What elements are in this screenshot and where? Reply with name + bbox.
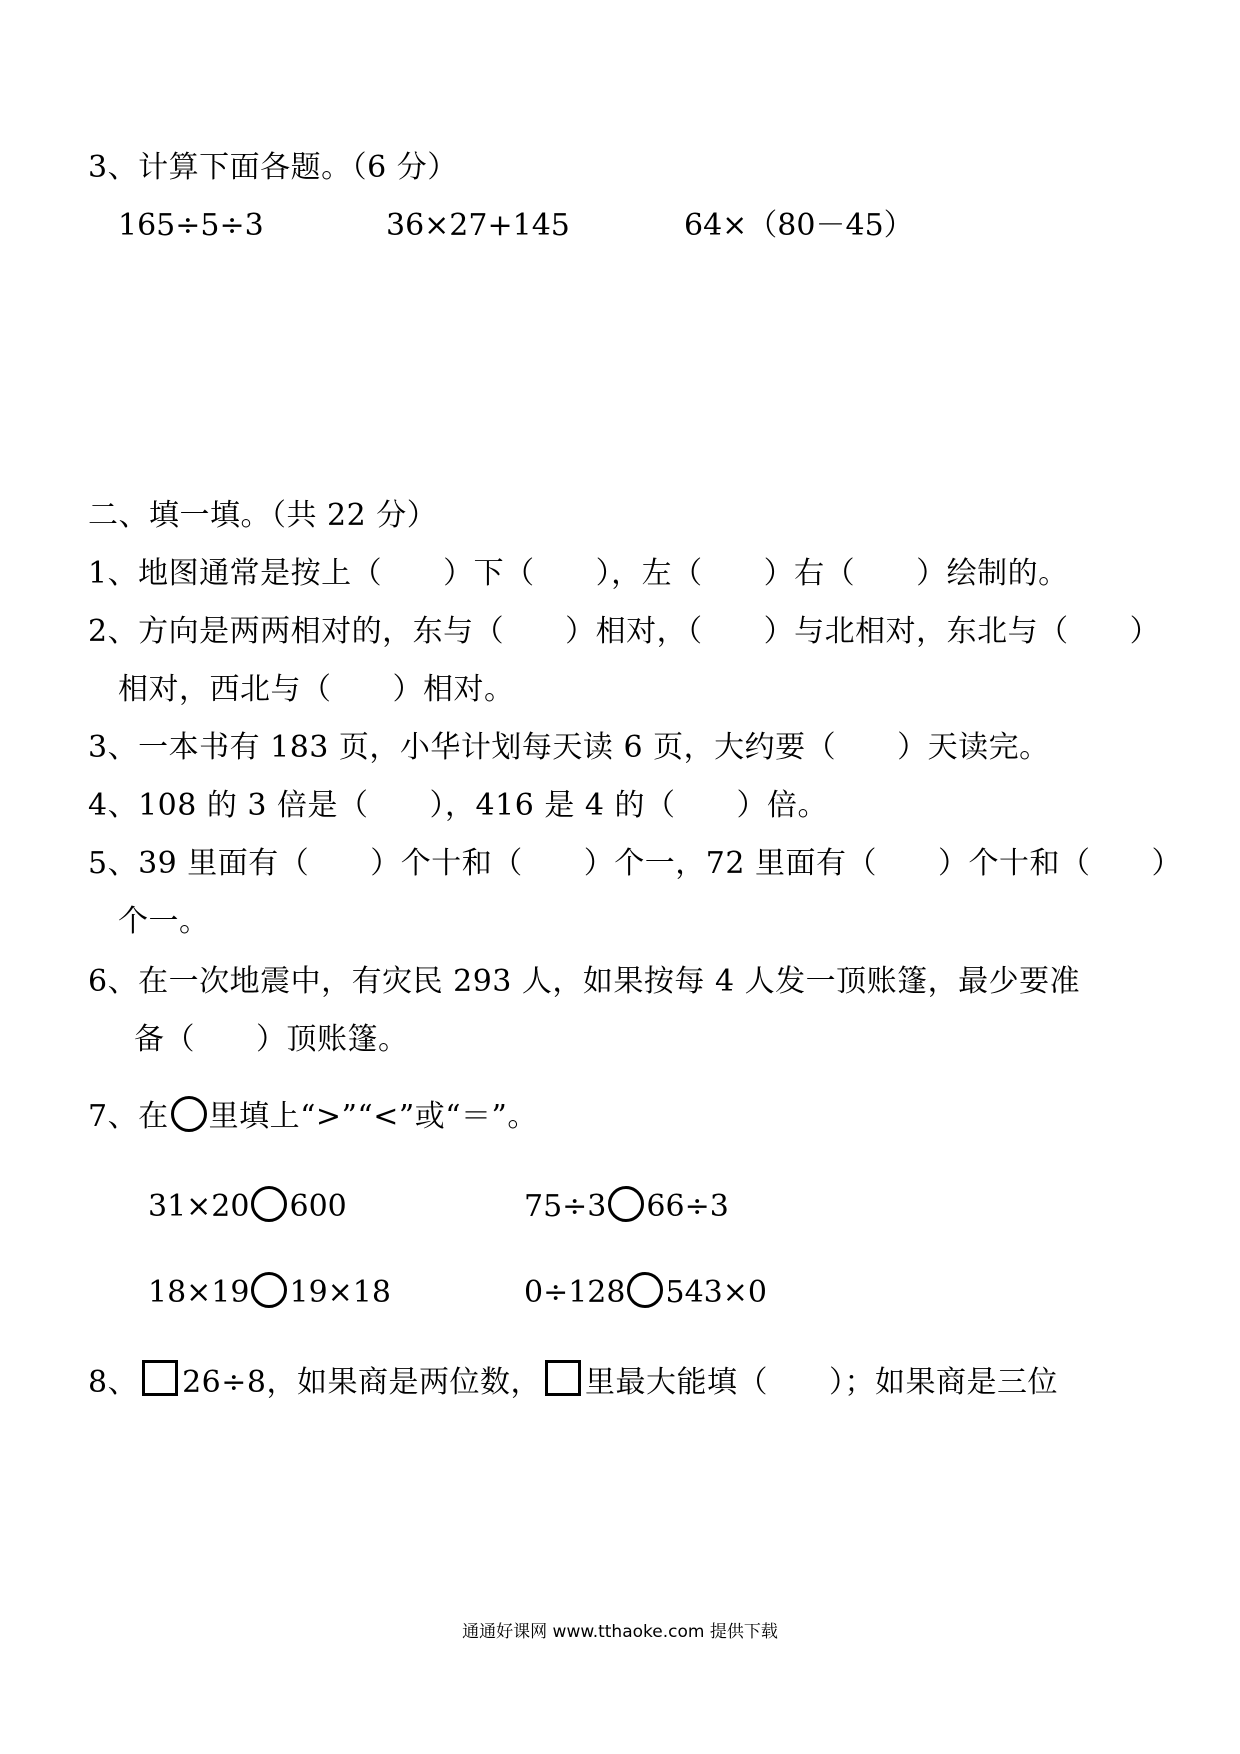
comparison-right: 66÷3 <box>646 1189 729 1224</box>
question-8-prefix: 8、 <box>88 1365 139 1400</box>
comparison-left: 31×20 <box>148 1189 250 1224</box>
answer-circle[interactable] <box>251 1272 287 1308</box>
comparison-left: 18×19 <box>148 1275 250 1310</box>
calc-problem-3: 64×（80－45） <box>684 208 914 243</box>
calc-problem-2: 36×27+145 <box>386 208 570 243</box>
question-7-suffix: 里填上“>”“<”或“＝”。 <box>208 1099 538 1134</box>
comparison-right: 543×0 <box>665 1275 767 1310</box>
question-3: 3、一本书有 183 页，小华计划每天读 6 页，大约要（ ）天读完。 <box>88 730 1050 765</box>
question-8-mid: 26÷8，如果商是两位数， <box>182 1365 541 1400</box>
fill-heading: 二、填一填。（共 22 分） <box>88 498 438 533</box>
comparison-2 <box>524 1186 729 1227</box>
comparison-left: 0÷128 <box>524 1275 626 1310</box>
footer-credit: 通通好课网 www.tthaoke.com 提供下载 <box>462 1622 778 1642</box>
question-2-line-2: 相对，西北与（ ）相对。 <box>118 672 515 707</box>
circle-icon <box>171 1096 207 1132</box>
comparison-right: 600 <box>289 1189 347 1224</box>
question-7-prefix: 7、在 <box>88 1099 169 1134</box>
question-1: 1、地图通常是按上（ ）下（ ），左（ ）右（ ）绘制的。 <box>88 556 1069 591</box>
question-7 <box>88 1096 538 1137</box>
question-5-line-2: 个一。 <box>118 904 210 939</box>
question-4: 4、108 的 3 倍是（ ），416 是 4 的（ ）倍。 <box>88 788 828 823</box>
question-8 <box>88 1360 1058 1403</box>
question-5-line-1: 5、39 里面有（ ）个十和（ ）个一，72 里面有（ ）个十和（ ） <box>88 846 1183 881</box>
question-6-line-2: 备（ ）顶账篷。 <box>134 1022 409 1057</box>
comparison-4 <box>524 1272 767 1313</box>
question-2-line-1: 2、方向是两两相对的，东与（ ）相对，（ ）与北相对，东北与（ ） <box>88 614 1161 649</box>
question-6-line-1: 6、在一次地震中，有灾民 293 人，如果按每 4 人发一顶账篷，最少要准 <box>88 964 1081 999</box>
calc-heading: 3、计算下面各题。（6 分） <box>88 150 458 185</box>
answer-circle[interactable] <box>251 1186 287 1222</box>
comparison-right: 19×18 <box>289 1275 391 1310</box>
answer-circle[interactable] <box>627 1272 663 1308</box>
calc-problem-1: 165÷5÷3 <box>118 208 264 243</box>
comparison-3 <box>148 1272 391 1313</box>
answer-circle[interactable] <box>608 1186 644 1222</box>
comparison-left: 75÷3 <box>524 1189 607 1224</box>
answer-box[interactable] <box>545 1360 581 1396</box>
question-8-suffix: 里最大能填（ ）；如果商是三位 <box>585 1365 1058 1400</box>
answer-box[interactable] <box>142 1360 178 1396</box>
comparison-1 <box>148 1186 347 1227</box>
